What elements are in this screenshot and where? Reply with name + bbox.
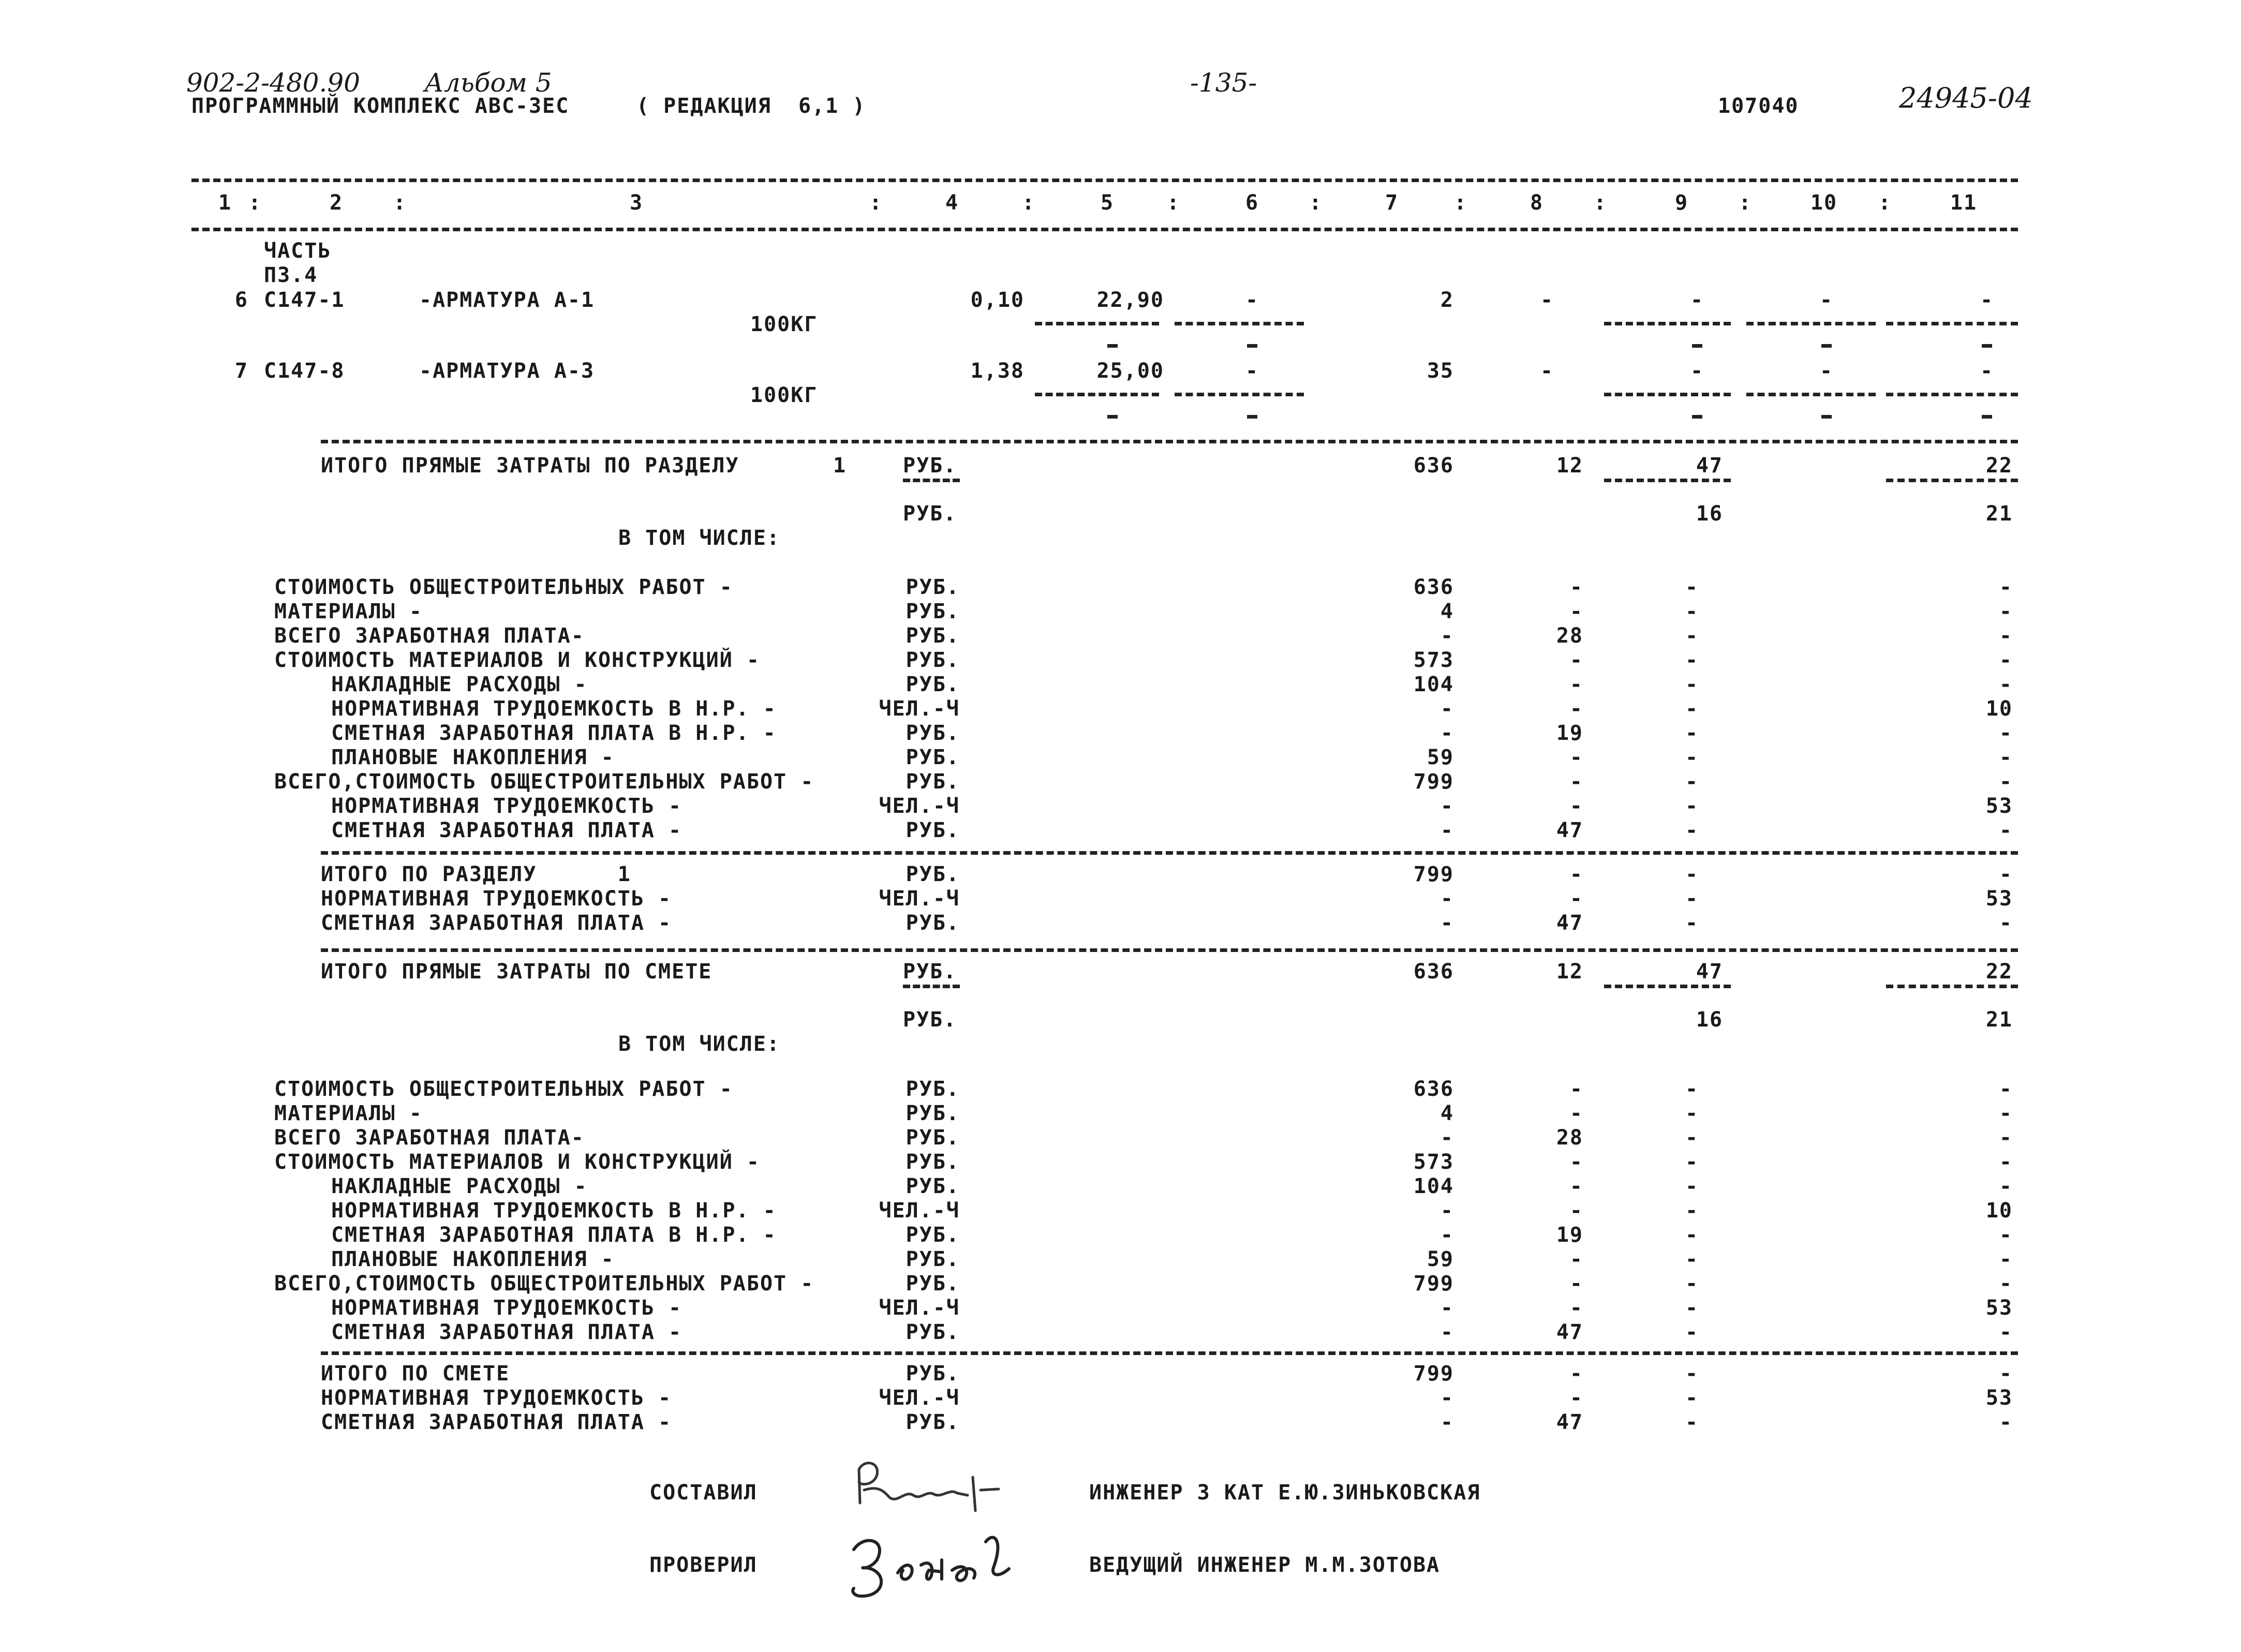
dash-mark: [1982, 415, 1992, 419]
rule-header-bottom: [191, 228, 2018, 231]
row-col9: -: [1685, 1150, 1699, 1174]
column-header-1: 1: [218, 191, 232, 215]
total-col11-subrule: [1886, 479, 2018, 482]
item-subrule: [1175, 322, 1304, 325]
column-separator: :: [1309, 191, 1323, 215]
item-col6: -: [1245, 288, 1259, 312]
row-label: МАТЕРИАЛЫ -: [274, 1102, 423, 1125]
row-col7: 799: [1413, 770, 1454, 794]
row-col11: -: [1999, 1102, 2013, 1125]
item-col8: -: [1540, 288, 1554, 312]
row-label: МАТЕРИАЛЫ -: [274, 600, 423, 623]
row-col8: -: [1569, 648, 1583, 672]
row-label: СТОИМОСТЬ ОБЩЕСТРОИТЕЛЬНЫХ РАБОТ -: [274, 575, 733, 599]
subtotal-unit: РУБ.: [903, 1008, 957, 1032]
row-col8: -: [1569, 1077, 1583, 1101]
row-label: СМЕТНАЯ ЗАРАБОТНАЯ ПЛАТА -: [331, 1320, 682, 1344]
item-quantity: 0,10: [970, 288, 1025, 312]
program-edition: ( РЕДАКЦИЯ 6,1 ): [636, 94, 866, 118]
summary-col8: -: [1569, 1362, 1583, 1386]
rule-section-summary: [321, 948, 2018, 952]
rule-items-bottom: [321, 440, 2018, 443]
row-col8: 47: [1556, 1320, 1583, 1344]
row-col9: -: [1685, 1174, 1699, 1198]
column-header-6: 6: [1245, 191, 1259, 215]
item-subrule: [1746, 322, 1876, 325]
column-header-7: 7: [1385, 191, 1399, 215]
item-name: -АРМАТУРА А-3: [419, 359, 595, 383]
row-col9: -: [1685, 697, 1699, 721]
row-col9: -: [1685, 818, 1699, 842]
summary-col8: -: [1569, 1386, 1583, 1410]
item-subrule: [1175, 393, 1304, 396]
row-label: ПЛАНОВЫЕ НАКОПЛЕНИЯ -: [331, 746, 615, 769]
summary-label: НОРМАТИВНАЯ ТРУДОЕМКОСТЬ -: [321, 1386, 672, 1410]
compiled-by: ИНЖЕНЕР 3 КАТ Е.Ю.ЗИНЬКОВСКАЯ: [1089, 1481, 1481, 1505]
item-price: 22,90: [1096, 288, 1164, 312]
row-col11: -: [1999, 673, 2013, 696]
column-separator: :: [1454, 191, 1468, 215]
total-col9-subrule: [1604, 479, 1731, 482]
row-label: НАКЛАДНЫЕ РАСХОДЫ -: [331, 1174, 588, 1198]
row-col8: -: [1569, 1150, 1583, 1174]
row-col11: -: [1999, 721, 2013, 745]
column-header-9: 9: [1674, 191, 1689, 215]
row-label: СМЕТНАЯ ЗАРАБОТНАЯ ПЛАТА -: [331, 818, 682, 842]
summary-label: СМЕТНАЯ ЗАРАБОТНАЯ ПЛАТА -: [321, 911, 672, 935]
summary-col9: -: [1685, 1386, 1699, 1410]
row-label: НОРМАТИВНАЯ ТРУДОЕМКОСТЬ В Н.Р. -: [331, 697, 777, 721]
total-col8: 12: [1556, 960, 1583, 984]
row-col9: -: [1685, 648, 1699, 672]
row-col8: 19: [1556, 1223, 1583, 1247]
row-col9: -: [1685, 721, 1699, 745]
summary-col8: 47: [1556, 911, 1583, 935]
row-label: НОРМАТИВНАЯ ТРУДОЕМКОСТЬ -: [331, 1296, 682, 1320]
row-col9: -: [1685, 673, 1699, 696]
row-col9: -: [1685, 1077, 1699, 1101]
dash-mark: [1247, 344, 1257, 348]
row-col9: -: [1685, 1199, 1699, 1223]
row-col7: 573: [1413, 1150, 1454, 1174]
summary-label: НОРМАТИВНАЯ ТРУДОЕМКОСТЬ -: [321, 887, 672, 911]
row-unit: ЧЕЛ.-Ч: [879, 1296, 960, 1320]
row-col11: -: [1999, 1077, 2013, 1101]
item-col9: -: [1690, 288, 1704, 312]
summary-unit: РУБ.: [906, 911, 960, 935]
total-col9: 47: [1696, 454, 1723, 478]
summary-col7: -: [1440, 887, 1454, 911]
including-label: В ТОМ ЧИСЛЕ:: [618, 526, 780, 550]
row-col7: 4: [1440, 600, 1454, 623]
row-col7: 104: [1413, 673, 1454, 696]
column-header-2: 2: [329, 191, 344, 215]
subtotal-col11: 21: [1985, 1008, 2013, 1032]
summary-col7: 799: [1413, 862, 1454, 886]
row-unit: ЧЕЛ.-Ч: [879, 1199, 960, 1223]
summary-col9: -: [1685, 887, 1699, 911]
item-number: 6: [234, 288, 248, 312]
row-col7: 59: [1427, 1247, 1454, 1271]
column-header-11: 11: [1950, 191, 1978, 215]
row-col8: -: [1569, 794, 1583, 818]
total-col9-subrule: [1604, 985, 1731, 988]
dash-mark: [1982, 344, 1992, 348]
row-col7: 799: [1413, 1272, 1454, 1296]
row-col11: -: [1999, 1247, 2013, 1271]
row-col8: -: [1569, 1247, 1583, 1271]
row-col8: -: [1569, 1174, 1583, 1198]
summary-label: ИТОГО ПО РАЗДЕЛУ 1: [321, 862, 631, 886]
dash-mark: [1821, 415, 1832, 419]
item-subrule: [1886, 393, 2018, 396]
row-col8: -: [1569, 746, 1583, 769]
summary-col9: -: [1685, 1410, 1699, 1434]
column-separator: :: [1167, 191, 1181, 215]
program-name: ПРОГРАММНЫЙ КОМПЛЕКС АВС-3ЕС: [191, 94, 570, 118]
column-header-3: 3: [629, 191, 644, 215]
row-col8: 28: [1556, 624, 1583, 648]
summary-col11: 53: [1985, 887, 2013, 911]
total-col9: 47: [1696, 960, 1723, 984]
item-price: 25,00: [1096, 359, 1164, 383]
row-col7: 59: [1427, 746, 1454, 769]
row-col7: 4: [1440, 1102, 1454, 1125]
row-label: НОРМАТИВНАЯ ТРУДОЕМКОСТЬ -: [331, 794, 682, 818]
row-col9: -: [1685, 1272, 1699, 1296]
row-unit: РУБ.: [906, 1247, 960, 1271]
row-col11: -: [1999, 1320, 2013, 1344]
item-unit: 100КГ: [750, 383, 818, 407]
row-col8: 28: [1556, 1126, 1583, 1150]
summary-col7: -: [1440, 911, 1454, 935]
dash-mark: [1692, 344, 1702, 348]
row-unit: РУБ.: [906, 1272, 960, 1296]
part-code: П3.4: [264, 263, 318, 287]
row-col9: -: [1685, 794, 1699, 818]
total-col11: 22: [1985, 454, 2013, 478]
summary-col9: -: [1685, 1362, 1699, 1386]
summary-col7: 799: [1413, 1362, 1454, 1386]
summary-unit: РУБ.: [906, 1410, 960, 1434]
total-col8: 12: [1556, 454, 1583, 478]
summary-col7: -: [1440, 1386, 1454, 1410]
column-separator: :: [1022, 191, 1036, 215]
row-unit: ЧЕЛ.-Ч: [879, 794, 960, 818]
row-col11: -: [1999, 648, 2013, 672]
row-col9: -: [1685, 1102, 1699, 1125]
subtotal-unit: РУБ.: [903, 502, 957, 526]
item-unit: 100КГ: [750, 312, 818, 336]
item-quantity: 1,38: [970, 359, 1025, 383]
item-number: 7: [234, 359, 248, 383]
item-subrule: [1886, 322, 2018, 325]
summary-col8: -: [1569, 887, 1583, 911]
summary-col11: 53: [1985, 1386, 2013, 1410]
row-col9: -: [1685, 746, 1699, 769]
row-col8: -: [1569, 1102, 1583, 1125]
summary-col8: -: [1569, 862, 1583, 886]
rule-estimate-breakdown: [321, 1351, 2018, 1355]
item-code: С147-1: [264, 288, 345, 312]
summary-unit: РУБ.: [906, 1362, 960, 1386]
row-label: НАКЛАДНЫЕ РАСХОДЫ -: [331, 673, 588, 696]
item-col9: -: [1690, 359, 1704, 383]
row-label: ВСЕГО,СТОИМОСТЬ ОБЩЕСТРОИТЕЛЬНЫХ РАБОТ -: [274, 770, 814, 794]
row-col8: -: [1569, 1296, 1583, 1320]
rule-section-breakdown: [321, 851, 2018, 855]
subtotal-col9: 16: [1696, 1008, 1723, 1032]
summary-label: ИТОГО ПО СМЕТЕ: [321, 1362, 510, 1386]
total-unit-subrule: [903, 479, 960, 482]
row-col7: -: [1440, 697, 1454, 721]
row-col7: 636: [1413, 1077, 1454, 1101]
row-label: ВСЕГО,СТОИМОСТЬ ОБЩЕСТРОИТЕЛЬНЫХ РАБОТ -: [274, 1272, 814, 1296]
total-col11-subrule: [1886, 985, 2018, 988]
row-col9: -: [1685, 1247, 1699, 1271]
row-col7: -: [1440, 1199, 1454, 1223]
item-col8: -: [1540, 359, 1554, 383]
row-col11: -: [1999, 624, 2013, 648]
summary-label: СМЕТНАЯ ЗАРАБОТНАЯ ПЛАТА -: [321, 1410, 672, 1434]
dash-mark: [1821, 344, 1832, 348]
row-col11: -: [1999, 1150, 2013, 1174]
total-label: ИТОГО ПРЯМЫЕ ЗАТРАТЫ ПО РАЗДЕЛУ: [321, 454, 739, 478]
row-col11: -: [1999, 770, 2013, 794]
row-col9: -: [1685, 770, 1699, 794]
dash-mark: [1107, 415, 1118, 419]
checked-by: ВЕДУЩИЙ ИНЖЕНЕР М.М.ЗОТОВА: [1089, 1553, 1441, 1577]
subtotal-col11: 21: [1985, 502, 2013, 526]
item-subrule: [1746, 393, 1876, 396]
row-col7: -: [1440, 794, 1454, 818]
column-separator: :: [248, 191, 262, 215]
total-col7: 636: [1413, 454, 1454, 478]
item-subrule: [1035, 393, 1159, 396]
summary-col11: -: [1999, 862, 2013, 886]
column-separator: :: [393, 191, 407, 215]
row-unit: ЧЕЛ.-Ч: [879, 697, 960, 721]
dash-mark: [1107, 344, 1118, 348]
row-col11: 53: [1985, 1296, 2013, 1320]
row-unit: РУБ.: [906, 600, 960, 623]
item-subrule: [1604, 393, 1731, 396]
row-col11: -: [1999, 1223, 2013, 1247]
row-label: СМЕТНАЯ ЗАРАБОТНАЯ ПЛАТА В Н.Р. -: [331, 721, 777, 745]
total-unit: РУБ.: [903, 960, 957, 984]
column-header-8: 8: [1530, 191, 1544, 215]
item-col7: 2: [1440, 288, 1454, 312]
row-unit: РУБ.: [906, 624, 960, 648]
row-col8: -: [1569, 697, 1583, 721]
item-col11: -: [1980, 359, 1994, 383]
row-unit: РУБ.: [906, 1102, 960, 1125]
row-col9: -: [1685, 624, 1699, 648]
item-col7: 35: [1427, 359, 1454, 383]
summary-unit: РУБ.: [906, 862, 960, 886]
row-label: ВСЕГО ЗАРАБОТНАЯ ПЛАТА-: [274, 624, 585, 648]
row-col8: 47: [1556, 818, 1583, 842]
item-subrule: [1035, 322, 1159, 325]
row-col11: -: [1999, 746, 2013, 769]
row-col11: 10: [1985, 697, 2013, 721]
row-col8: -: [1569, 1272, 1583, 1296]
row-unit: РУБ.: [906, 1223, 960, 1247]
row-col11: 53: [1985, 794, 2013, 818]
total-unit: РУБ.: [903, 454, 957, 478]
row-unit: РУБ.: [906, 1174, 960, 1198]
row-col8: 19: [1556, 721, 1583, 745]
column-separator: :: [1594, 191, 1608, 215]
row-label: СМЕТНАЯ ЗАРАБОТНАЯ ПЛАТА В Н.Р. -: [331, 1223, 777, 1247]
row-col11: 10: [1985, 1199, 2013, 1223]
summary-col11: -: [1999, 911, 2013, 935]
row-col7: 104: [1413, 1174, 1454, 1198]
row-unit: РУБ.: [906, 673, 960, 696]
item-subrule: [1604, 322, 1731, 325]
row-unit: РУБ.: [906, 721, 960, 745]
row-col11: -: [1999, 600, 2013, 623]
total-section-no: 1: [833, 454, 847, 478]
row-col9: -: [1685, 575, 1699, 599]
row-label: СТОИМОСТЬ МАТЕРИАЛОВ И КОНСТРУКЦИЙ -: [274, 648, 760, 672]
summary-col8: 47: [1556, 1410, 1583, 1434]
item-code: С147-8: [264, 359, 345, 383]
row-col7: 636: [1413, 575, 1454, 599]
summary-col11: -: [1999, 1362, 2013, 1386]
checked-label: ПРОВЕРИЛ: [649, 1553, 758, 1577]
page-number: -135-: [1190, 68, 1257, 98]
row-col8: -: [1569, 770, 1583, 794]
row-col7: -: [1440, 1296, 1454, 1320]
including-label: В ТОМ ЧИСЛЕ:: [618, 1032, 780, 1056]
column-separator: :: [1739, 191, 1753, 215]
row-col9: -: [1685, 1320, 1699, 1344]
row-col11: -: [1999, 575, 2013, 599]
row-col9: -: [1685, 1223, 1699, 1247]
row-unit: РУБ.: [906, 1320, 960, 1344]
row-col11: -: [1999, 818, 2013, 842]
total-col7: 636: [1413, 960, 1454, 984]
summary-unit: ЧЕЛ.-Ч: [879, 887, 960, 911]
row-col8: -: [1569, 1199, 1583, 1223]
row-col7: -: [1440, 1320, 1454, 1344]
handwritten-album: Альбом 5: [424, 68, 552, 98]
signature-checker: [838, 1511, 1056, 1604]
column-separator: :: [1878, 191, 1892, 215]
item-col11: -: [1980, 288, 1994, 312]
row-col7: -: [1440, 1126, 1454, 1150]
summary-col9: -: [1685, 911, 1699, 935]
row-col9: -: [1685, 600, 1699, 623]
total-col11: 22: [1985, 960, 2013, 984]
column-header-5: 5: [1100, 191, 1115, 215]
summary-col11: -: [1999, 1410, 2013, 1434]
row-unit: РУБ.: [906, 818, 960, 842]
row-unit: РУБ.: [906, 746, 960, 769]
column-header-4: 4: [945, 191, 959, 215]
row-label: СТОИМОСТЬ МАТЕРИАЛОВ И КОНСТРУКЦИЙ -: [274, 1150, 760, 1174]
compiled-label: СОСТАВИЛ: [649, 1481, 758, 1505]
total-unit-subrule: [903, 985, 960, 988]
row-col8: -: [1569, 575, 1583, 599]
row-col8: -: [1569, 673, 1583, 696]
row-unit: РУБ.: [906, 1077, 960, 1101]
row-unit: РУБ.: [906, 770, 960, 794]
summary-col9: -: [1685, 862, 1699, 886]
subtotal-col9: 16: [1696, 502, 1723, 526]
document-code: 107040: [1718, 94, 1799, 118]
row-label: СТОИМОСТЬ ОБЩЕСТРОИТЕЛЬНЫХ РАБОТ -: [274, 1077, 733, 1101]
row-col11: -: [1999, 1174, 2013, 1198]
summary-unit: ЧЕЛ.-Ч: [879, 1386, 960, 1410]
total-label: ИТОГО ПРЯМЫЕ ЗАТРАТЫ ПО СМЕТЕ: [321, 960, 713, 984]
item-col10: -: [1819, 359, 1834, 383]
row-col7: 573: [1413, 648, 1454, 672]
row-col7: -: [1440, 1223, 1454, 1247]
item-col10: -: [1819, 288, 1834, 312]
row-col9: -: [1685, 1126, 1699, 1150]
row-col9: -: [1685, 1296, 1699, 1320]
dash-mark: [1247, 415, 1257, 419]
column-separator: :: [869, 191, 883, 215]
row-col7: -: [1440, 818, 1454, 842]
row-col7: -: [1440, 721, 1454, 745]
dash-mark: [1692, 415, 1702, 419]
row-unit: РУБ.: [906, 575, 960, 599]
row-col8: -: [1569, 600, 1583, 623]
item-name: -АРМАТУРА А-1: [419, 288, 595, 312]
row-col7: -: [1440, 624, 1454, 648]
row-unit: РУБ.: [906, 1126, 960, 1150]
column-header-10: 10: [1810, 191, 1838, 215]
row-unit: РУБ.: [906, 648, 960, 672]
row-col11: -: [1999, 1272, 2013, 1296]
part-label: ЧАСТЬ: [264, 239, 332, 263]
row-label: ПЛАНОВЫЕ НАКОПЛЕНИЯ -: [331, 1247, 615, 1271]
row-label: НОРМАТИВНАЯ ТРУДОЕМКОСТЬ В Н.Р. -: [331, 1199, 777, 1223]
handwritten-reference: 24945-04: [1899, 82, 2033, 114]
handwritten-code: 902-2-480.90: [186, 68, 360, 98]
summary-col7: -: [1440, 1410, 1454, 1434]
rule-top: [191, 178, 2018, 182]
item-col6: -: [1245, 359, 1259, 383]
row-label: ВСЕГО ЗАРАБОТНАЯ ПЛАТА-: [274, 1126, 585, 1150]
row-col11: -: [1999, 1126, 2013, 1150]
row-unit: РУБ.: [906, 1150, 960, 1174]
